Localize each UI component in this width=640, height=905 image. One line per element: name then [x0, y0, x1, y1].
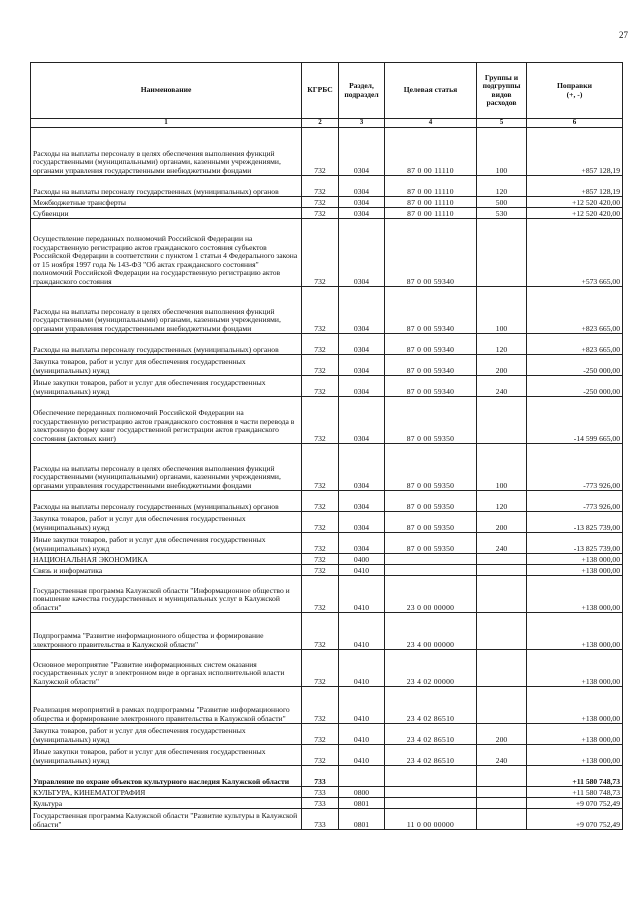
table-row [31, 397, 623, 444]
column-number: 4 [385, 119, 477, 128]
table-row [31, 334, 623, 355]
budget-amendments-table [30, 62, 623, 830]
column-number: 5 [477, 119, 527, 128]
row-kgrbs: 732 [302, 565, 339, 576]
row-expense-group [477, 565, 527, 576]
row-expense-group [477, 766, 527, 787]
column-number: 1 [31, 119, 302, 128]
row-name: Межбюджетные трансферты [31, 197, 302, 208]
row-target-article [385, 554, 477, 565]
row-target-article [385, 798, 477, 809]
row-expense-group [477, 554, 527, 565]
row-target-article: 87 0 00 59350 [385, 512, 477, 533]
row-section: 0801 [339, 798, 385, 809]
row-target-article: 87 0 00 59340 [385, 219, 477, 287]
row-kgrbs: 732 [302, 554, 339, 565]
row-amendment: +857 128,19 [527, 128, 623, 176]
row-expense-group [477, 576, 527, 613]
table-row [31, 613, 623, 650]
row-amendment: +138 000,00 [527, 687, 623, 724]
row-kgrbs: 732 [302, 397, 339, 444]
row-amendment: +11 580 748,73 [527, 787, 623, 798]
row-name: Культура [31, 798, 302, 809]
row-name: Расходы на выплаты персоналу государственных (муниципальных) органов [31, 334, 302, 355]
row-target-article: 23 4 02 86510 [385, 724, 477, 745]
row-section: 0304 [339, 397, 385, 444]
row-expense-group: 200 [477, 724, 527, 745]
row-target-article: 87 0 00 59350 [385, 491, 477, 512]
row-amendment: +857 128,19 [527, 176, 623, 197]
row-section: 0304 [339, 334, 385, 355]
table-row [31, 376, 623, 397]
row-target-article: 87 0 00 11110 [385, 128, 477, 176]
row-amendment: +138 000,00 [527, 554, 623, 565]
column-number: 6 [527, 119, 623, 128]
table-row [31, 355, 623, 376]
row-kgrbs: 732 [302, 444, 339, 491]
row-expense-group: 120 [477, 491, 527, 512]
row-target-article: 87 0 00 59350 [385, 397, 477, 444]
row-name: Обеспечение переданных полномочий Российской Федерации на государственную регистрацию актов гражданского состояния в части перевода в электронную форму книг государственной регистрации актов гражданского состояния (актовых книг) [31, 397, 302, 444]
table-row [31, 809, 623, 830]
row-name: Закупка товаров, работ и услуг для обеспечения государственных (муниципальных) нужд [31, 512, 302, 533]
row-expense-group: 530 [477, 208, 527, 219]
row-section: 0304 [339, 197, 385, 208]
row-target-article: 87 0 00 59340 [385, 376, 477, 397]
row-amendment: +11 580 748,73 [527, 766, 623, 787]
column-number: 2 [302, 119, 339, 128]
row-target-article: 87 0 00 59340 [385, 355, 477, 376]
row-name: Расходы на выплаты персоналу государственных (муниципальных) органов [31, 491, 302, 512]
table-row [31, 176, 623, 197]
row-section: 0410 [339, 613, 385, 650]
row-target-article: 23 4 02 86510 [385, 745, 477, 766]
column-number: 3 [339, 119, 385, 128]
table-row [31, 554, 623, 565]
row-amendment: +823 665,00 [527, 287, 623, 334]
header-row [31, 63, 623, 119]
row-amendment: -773 926,00 [527, 491, 623, 512]
row-section: 0304 [339, 512, 385, 533]
row-target-article: 23 0 00 00000 [385, 576, 477, 613]
row-kgrbs: 733 [302, 798, 339, 809]
row-section: 0410 [339, 650, 385, 687]
row-target-article: 87 0 00 11110 [385, 208, 477, 219]
row-target-article: 87 0 00 11110 [385, 176, 477, 197]
row-kgrbs: 732 [302, 613, 339, 650]
row-kgrbs: 732 [302, 197, 339, 208]
row-section: 0304 [339, 533, 385, 554]
row-section: 0304 [339, 491, 385, 512]
row-amendment: -14 599 665,00 [527, 397, 623, 444]
row-amendment: +823 665,00 [527, 334, 623, 355]
table-row [31, 491, 623, 512]
row-target-article: 87 0 00 59350 [385, 533, 477, 554]
header-section: Раздел, подраздел [339, 63, 385, 119]
row-kgrbs: 732 [302, 376, 339, 397]
row-name: Расходы на выплаты персоналу в целях обеспечения выполнения функций государственными (муниципальными) органами, казенными учреждениями, органами управления государственными внебюджетными фондами [31, 287, 302, 334]
row-amendment: +138 000,00 [527, 613, 623, 650]
row-expense-group: 120 [477, 176, 527, 197]
row-name: КУЛЬТУРА, КИНЕМАТОГРАФИЯ [31, 787, 302, 798]
row-expense-group [477, 787, 527, 798]
row-kgrbs: 732 [302, 355, 339, 376]
row-section: 0400 [339, 554, 385, 565]
row-name: Подпрограмма "Развитие информационного общества и формирование электронного правительства в Калужской области" [31, 613, 302, 650]
row-amendment: +138 000,00 [527, 724, 623, 745]
row-kgrbs: 732 [302, 650, 339, 687]
row-kgrbs: 732 [302, 334, 339, 355]
page-number: 27 [619, 30, 628, 40]
header-kgrbs: КГРБС [302, 63, 339, 119]
table-row [31, 724, 623, 745]
table-row [31, 576, 623, 613]
row-kgrbs: 732 [302, 724, 339, 745]
row-section: 0410 [339, 565, 385, 576]
row-target-article [385, 565, 477, 576]
row-kgrbs: 732 [302, 176, 339, 197]
column-numbers-row [31, 119, 623, 128]
row-section [339, 766, 385, 787]
row-amendment: +9 070 752,49 [527, 809, 623, 830]
header-amendment: Поправки (+, -) [527, 63, 623, 119]
row-kgrbs: 732 [302, 533, 339, 554]
table-row [31, 219, 623, 287]
header-target: Целевая статья [385, 63, 477, 119]
row-kgrbs: 733 [302, 787, 339, 798]
row-kgrbs: 732 [302, 491, 339, 512]
row-target-article: 23 4 02 86510 [385, 687, 477, 724]
row-kgrbs: 732 [302, 287, 339, 334]
table-row [31, 787, 623, 798]
row-expense-group: 100 [477, 287, 527, 334]
row-amendment: -13 825 739,00 [527, 512, 623, 533]
table-row [31, 745, 623, 766]
row-section: 0304 [339, 128, 385, 176]
table-row [31, 565, 623, 576]
row-amendment: +138 000,00 [527, 565, 623, 576]
row-name: Реализация мероприятий в рамках подпрограммы "Развитие информационного общества и формирование электронного правительства в Калужской области" [31, 687, 302, 724]
row-expense-group: 240 [477, 376, 527, 397]
row-expense-group [477, 798, 527, 809]
row-name: Расходы на выплаты персоналу в целях обеспечения выполнения функций государственными (муниципальными) органами, казенными учреждениями, органами управления государственными внебюджетными фондами [31, 444, 302, 491]
table-row [31, 798, 623, 809]
row-amendment: -250 000,00 [527, 355, 623, 376]
row-target-article: 87 0 00 59340 [385, 334, 477, 355]
table-row [31, 444, 623, 491]
row-kgrbs: 733 [302, 766, 339, 787]
row-target-article: 11 0 00 00000 [385, 809, 477, 830]
row-expense-group [477, 809, 527, 830]
row-target-article [385, 766, 477, 787]
row-kgrbs: 732 [302, 128, 339, 176]
row-amendment: -13 825 739,00 [527, 533, 623, 554]
row-name: Основное мероприятие "Развитие информационных систем оказания государственных услуг в электронном виде в органах исполнительной власти Калужской области" [31, 650, 302, 687]
row-kgrbs: 732 [302, 576, 339, 613]
row-name: Закупка товаров, работ и услуг для обеспечения государственных (муниципальных) нужд [31, 355, 302, 376]
table-row [31, 650, 623, 687]
row-name: Иные закупки товаров, работ и услуг для обеспечения государственных (муниципальных) нужд [31, 745, 302, 766]
row-kgrbs: 733 [302, 809, 339, 830]
header-name: Наименование [31, 63, 302, 119]
row-expense-group: 200 [477, 512, 527, 533]
row-section: 0800 [339, 787, 385, 798]
row-target-article: 23 4 02 00000 [385, 650, 477, 687]
row-amendment: +9 070 752,49 [527, 798, 623, 809]
row-name: Осуществление переданных полномочий Российской Федерации на государственную регистрацию актов гражданского состояния субъектов Российской Федерации в соответствии с пунктом 1 статьи 4 Федерального закона от 15 ноября 1997 года № 143-ФЗ "Об актах гражданского состояния" полномочий Российской Федерации на государственную регистрацию актов гражданского состояния [31, 219, 302, 287]
row-name: Связь и информатика [31, 565, 302, 576]
row-name: Расходы на выплаты персоналу в целях обеспечения выполнения функций государственными (муниципальными) органами, казенными учреждениями, органами управления государственными внебюджетными фондами [31, 128, 302, 176]
row-section: 0304 [339, 376, 385, 397]
row-kgrbs: 732 [302, 208, 339, 219]
table-row [31, 512, 623, 533]
row-name: Государственная программа Калужской области "Развитие культуры в Калужской области" [31, 809, 302, 830]
row-name: Расходы на выплаты персоналу государственных (муниципальных) органов [31, 176, 302, 197]
row-expense-group: 500 [477, 197, 527, 208]
row-target-article: 87 0 00 11110 [385, 197, 477, 208]
table-row [31, 287, 623, 334]
row-target-article: 87 0 00 59340 [385, 287, 477, 334]
row-amendment: +573 665,00 [527, 219, 623, 287]
row-amendment: +12 520 420,00 [527, 197, 623, 208]
row-kgrbs: 732 [302, 512, 339, 533]
row-amendment: -773 926,00 [527, 444, 623, 491]
row-expense-group: 200 [477, 355, 527, 376]
row-expense-group [477, 650, 527, 687]
table-row [31, 128, 623, 176]
row-target-article [385, 787, 477, 798]
row-expense-group [477, 219, 527, 287]
row-amendment: +138 000,00 [527, 745, 623, 766]
row-name: Субвенции [31, 208, 302, 219]
row-amendment: +12 520 420,00 [527, 208, 623, 219]
row-name: НАЦИОНАЛЬНАЯ ЭКОНОМИКА [31, 554, 302, 565]
row-amendment: -250 000,00 [527, 376, 623, 397]
row-expense-group: 120 [477, 334, 527, 355]
row-kgrbs: 732 [302, 745, 339, 766]
table-row [31, 766, 623, 787]
row-expense-group: 100 [477, 444, 527, 491]
table-row [31, 533, 623, 554]
row-target-article: 87 0 00 59350 [385, 444, 477, 491]
row-expense-group: 100 [477, 128, 527, 176]
row-expense-group: 240 [477, 533, 527, 554]
row-amendment: +138 000,00 [527, 576, 623, 613]
row-expense-group [477, 397, 527, 444]
row-section: 0410 [339, 724, 385, 745]
row-section: 0304 [339, 176, 385, 197]
row-expense-group [477, 687, 527, 724]
row-name: Иные закупки товаров, работ и услуг для обеспечения государственных (муниципальных) нужд [31, 376, 302, 397]
row-section: 0801 [339, 809, 385, 830]
row-section: 0304 [339, 355, 385, 376]
row-expense-group: 240 [477, 745, 527, 766]
row-target-article: 23 4 00 00000 [385, 613, 477, 650]
table-row [31, 208, 623, 219]
row-section: 0304 [339, 287, 385, 334]
row-amendment: +138 000,00 [527, 650, 623, 687]
row-section: 0304 [339, 444, 385, 491]
row-name: Закупка товаров, работ и услуг для обеспечения государственных (муниципальных) нужд [31, 724, 302, 745]
row-name: Управление по охране объектов культурного наследия Калужской области [31, 766, 302, 787]
row-name: Иные закупки товаров, работ и услуг для обеспечения государственных (муниципальных) нужд [31, 533, 302, 554]
row-name: Государственная программа Калужской области "Информационное общество и повышение качества государственных и муниципальных услуг в Калужской области" [31, 576, 302, 613]
table-row [31, 197, 623, 208]
header-group: Группы и подгруппы видов расходов [477, 63, 527, 119]
row-section: 0304 [339, 219, 385, 287]
row-kgrbs: 732 [302, 219, 339, 287]
row-section: 0410 [339, 687, 385, 724]
table-row [31, 687, 623, 724]
row-expense-group [477, 613, 527, 650]
row-section: 0410 [339, 745, 385, 766]
row-section: 0304 [339, 208, 385, 219]
row-kgrbs: 732 [302, 687, 339, 724]
row-section: 0410 [339, 576, 385, 613]
